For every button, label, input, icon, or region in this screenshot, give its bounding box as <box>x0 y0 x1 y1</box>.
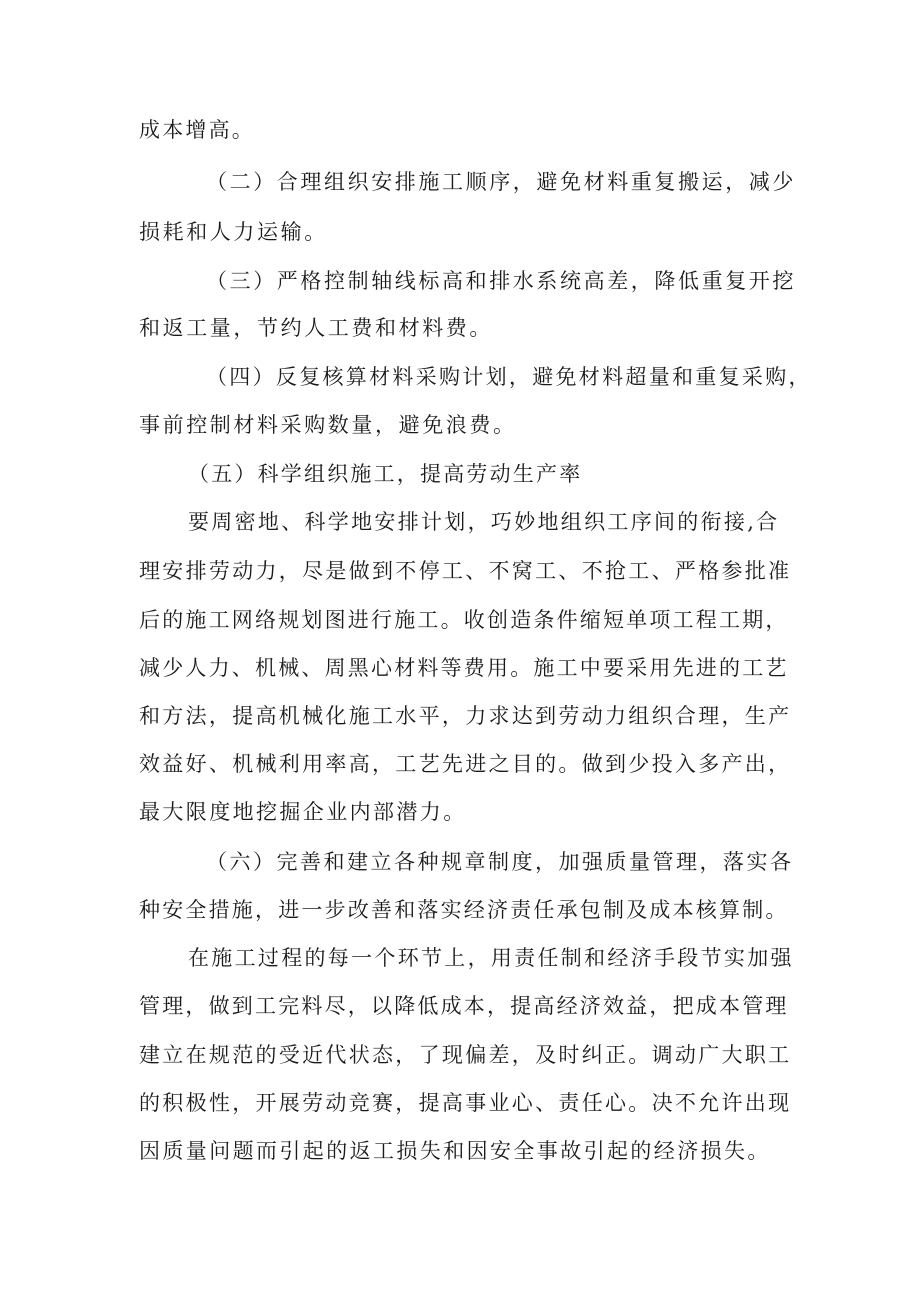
text-line-9: 要周密地、科学地安排计划，巧妙地组织工序间的衔接,合 <box>188 510 780 534</box>
text-line-1: 成本增高。 <box>139 118 255 142</box>
text-line-6: （四）反复核算材料采购计划，避免材料超量和重复采购， <box>206 365 812 389</box>
text-line-19: 管理，做到工完料尽，以降低成本，提高经济效益，把成本管理 <box>139 994 789 1018</box>
text-line-13: 和方法，提高机械化施工水平，力求达到劳动力组织合理，生产 <box>139 704 792 728</box>
text-line-12: 减少人力、机械、周黑心材料等费用。施工中要采用先进的工艺 <box>139 656 789 680</box>
text-line-8: （五）科学组织施工，提高劳动生产率 <box>188 462 583 486</box>
text-line-17: 种安全措施，进一步改善和落实经济责任承包制及成本核算制。 <box>139 898 789 922</box>
text-line-15: 最大限度地挖掘企业内部潜力。 <box>139 800 467 824</box>
text-line-20: 建立在规范的受近代状态，了现偏差，及时纠正。调动广大职工 <box>139 1043 792 1067</box>
text-line-11: 后的施工网络规划图进行施工。收创造条件缩短单项工程工期， <box>139 608 789 632</box>
text-line-14: 效益好、机械利用率高，工艺先进之目的。做到少投入多产出， <box>139 752 792 776</box>
text-line-7: 事前控制材料采购数量，避免浪费。 <box>139 413 517 437</box>
text-line-5: 和返工量，节约人工费和材料费。 <box>139 316 493 340</box>
text-line-10: 理安排劳动力，尽是做到不停工、不窝工、不抢工、严格参批准 <box>139 559 792 583</box>
text-line-4: （三）严格控制轴线标高和排水系统高差，降低重复开挖 <box>206 269 796 293</box>
text-line-16: （六）完善和建立各种规章制度，加强质量管理，落实各 <box>206 850 794 874</box>
text-line-3: 损耗和人力运输。 <box>139 220 328 244</box>
text-line-2: （二）合理组织安排施工顺序，避免材料重复搬运，减少 <box>206 170 796 194</box>
text-line-18: 在施工过程的每一个环节上，用责任制和经济手段节实加强 <box>188 946 794 970</box>
text-line-22: 因质量问题而引起的返工损失和因安全事故引起的经济损失。 <box>139 1139 771 1163</box>
text-line-21: 的积极性，开展劳动竞赛，提高事业心、责任心。决不允许出现 <box>139 1091 792 1115</box>
